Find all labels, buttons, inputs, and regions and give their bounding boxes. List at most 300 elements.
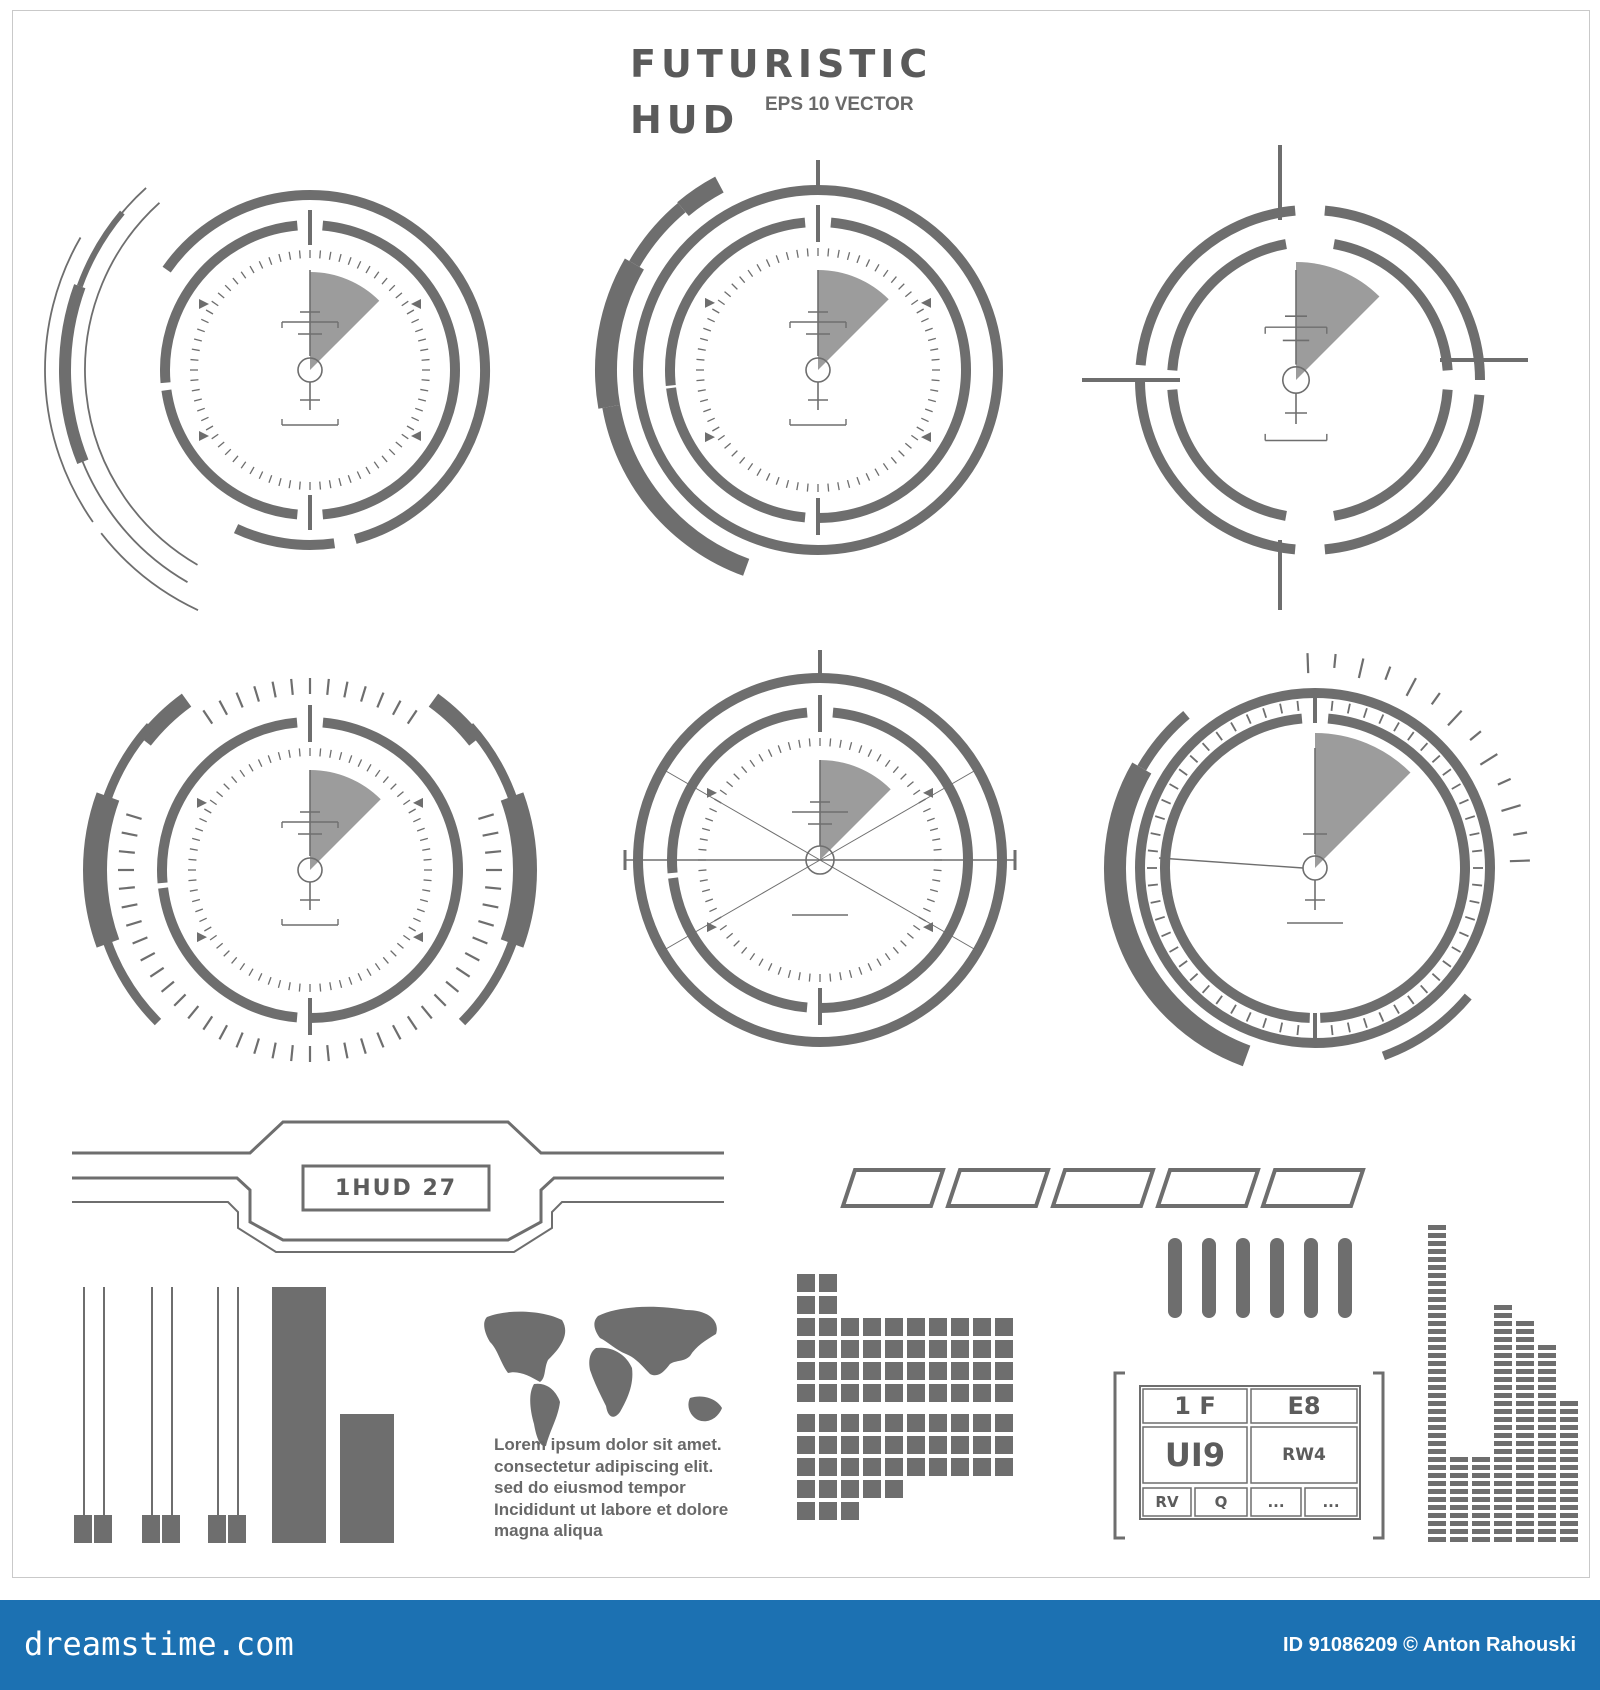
dial-tick: [197, 329, 205, 332]
grid-block: [841, 1502, 859, 1520]
dial-tick: [1443, 961, 1451, 967]
dial-tick: [357, 472, 360, 479]
equalizer-segment: [1428, 1449, 1446, 1454]
dial-tick: [422, 849, 430, 850]
dial-tick: [240, 963, 245, 970]
dial-tick: [1408, 996, 1414, 1004]
dial-tick: [725, 292, 731, 297]
grid-block: [995, 1340, 1013, 1358]
dial-tick: [232, 777, 237, 783]
inner-ring-arc: [162, 723, 297, 883]
equalizer-segment: [1494, 1353, 1512, 1358]
equalizer-segment: [1560, 1497, 1578, 1502]
dial-tick: [776, 477, 779, 485]
scale-tick: [1432, 693, 1440, 704]
dial-tick: [409, 927, 416, 931]
equalizer-segment: [1428, 1481, 1446, 1486]
dial-tick: [1247, 1012, 1251, 1021]
outer-bracket-arc: [606, 264, 634, 407]
dial-tick: [278, 752, 280, 760]
grid-block: [951, 1384, 969, 1402]
dial-tick: [1148, 850, 1158, 851]
dial-tick: [830, 738, 831, 746]
grid-block: [929, 1458, 947, 1476]
dial-tick: [320, 748, 321, 756]
dial-tick: [485, 851, 501, 853]
dial-tick: [907, 782, 913, 787]
dial-tick: [393, 701, 401, 715]
equalizer-segment: [1516, 1361, 1534, 1366]
equalizer-segment: [1538, 1377, 1556, 1382]
equalizer-segment: [1428, 1489, 1446, 1494]
equalizer-segment: [1428, 1257, 1446, 1262]
scale-tick: [1359, 659, 1363, 678]
dial-tick: [289, 750, 290, 758]
dial-tick: [921, 318, 928, 321]
footer-brand[interactable]: dreamstime.com: [24, 1625, 294, 1663]
grid-block: [885, 1340, 903, 1358]
equalizer-segment: [1428, 1329, 1446, 1334]
world-map-icon: [484, 1307, 722, 1446]
equalizer-segment: [1450, 1513, 1468, 1518]
equalizer-segment: [1450, 1521, 1468, 1526]
hud-dial-5: [625, 650, 1015, 1042]
dial-tick: [289, 252, 290, 260]
equalizer-segment: [1516, 1473, 1534, 1478]
parallelogram-box: [1263, 1170, 1363, 1206]
equalizer-segment: [1538, 1489, 1556, 1494]
equalizer-segment: [1494, 1417, 1512, 1422]
parallelogram-box: [1158, 1170, 1258, 1206]
equalizer-segment: [1494, 1473, 1512, 1478]
dial-tick: [233, 456, 238, 462]
scale-tick: [1470, 731, 1481, 740]
scale-tick: [1385, 667, 1390, 680]
dial-tick: [725, 443, 731, 448]
equalizer-segment: [1494, 1345, 1512, 1350]
dial-tick: [418, 339, 426, 341]
dial-tick: [361, 1038, 366, 1053]
equalizer-segment: [1516, 1345, 1534, 1350]
equalizer-segment: [1428, 1361, 1446, 1366]
dial-tick: [413, 818, 420, 821]
equalizer-segment: [1516, 1489, 1534, 1494]
dial-tick: [911, 435, 918, 440]
dial-tick: [327, 1045, 329, 1061]
info-line: Incididunt ut labore et dolore: [494, 1499, 729, 1519]
grid-block: [863, 1340, 881, 1358]
dial-tick: [720, 790, 727, 795]
dial-tick: [456, 968, 469, 977]
dial-tick: [269, 257, 272, 265]
dial-tick: [1190, 974, 1197, 981]
equalizer-segment: [1538, 1433, 1556, 1438]
dial-tick: [219, 701, 227, 715]
equalizer-segment: [1516, 1329, 1534, 1334]
equalizer-segment: [1516, 1497, 1534, 1502]
equalizer-segment: [1538, 1473, 1556, 1478]
dial-tick: [1421, 743, 1428, 750]
equalizer-segment: [1472, 1489, 1490, 1494]
dial-tick: [927, 818, 935, 821]
equalizer-segment: [1450, 1489, 1468, 1494]
equalizer-segment: [1428, 1337, 1446, 1342]
pill-bar: [1202, 1238, 1216, 1318]
equalizer-segment: [1428, 1273, 1446, 1278]
equalizer-segment: [1494, 1321, 1512, 1326]
dial-tick: [1408, 732, 1414, 740]
dial-tick: [217, 792, 223, 797]
dial-tick: [212, 301, 219, 306]
dial-tick: [778, 967, 781, 975]
dial-tick: [407, 426, 414, 430]
dial-tick: [696, 359, 704, 360]
dial-tick: [192, 838, 200, 840]
dial-tick: [420, 838, 428, 840]
equalizer-segment: [1428, 1377, 1446, 1382]
equalizer-segment: [1428, 1225, 1446, 1230]
equalizer-segment: [1428, 1345, 1446, 1350]
bar-block: [142, 1515, 160, 1543]
equalizer-segment: [1428, 1353, 1446, 1358]
radar-sector: [818, 270, 889, 370]
dial-tick: [201, 319, 208, 322]
equalizer-segment: [1494, 1401, 1512, 1406]
dial-tick: [408, 1016, 417, 1029]
equalizer-segment: [1516, 1385, 1534, 1390]
dial-tick: [885, 953, 890, 960]
equalizer-segment: [1428, 1321, 1446, 1326]
dial-tick: [1151, 901, 1161, 903]
dial-tick: [930, 390, 938, 391]
dial-tick: [249, 969, 253, 976]
equalizer-segment: [1472, 1505, 1490, 1510]
dial-tick: [934, 870, 942, 871]
dial-tick: [866, 473, 869, 480]
equalizer-segment: [1494, 1409, 1512, 1414]
equalizer-segment: [1538, 1369, 1556, 1374]
dial-tick: [289, 982, 290, 990]
grid-block: [819, 1318, 837, 1336]
dial-tick: [883, 463, 888, 470]
dial-tick: [408, 710, 417, 723]
dial-tick: [273, 682, 276, 698]
equalizer-segment: [1516, 1441, 1534, 1446]
equalizer-segment: [1494, 1505, 1512, 1510]
dial-tick: [119, 887, 135, 889]
equalizer-segment: [1472, 1465, 1490, 1470]
dial-tick: [1216, 996, 1222, 1004]
dial-tick: [199, 918, 206, 921]
dial-tick: [259, 472, 262, 479]
bar-block: [208, 1515, 226, 1543]
grid-block: [863, 1362, 881, 1380]
dial-tick: [366, 266, 370, 273]
dial-tick: [1155, 816, 1165, 819]
equalizer-segment: [1538, 1417, 1556, 1422]
pill-bar: [1270, 1238, 1284, 1318]
dial-tick: [374, 272, 379, 279]
equalizer-segment: [1494, 1441, 1512, 1446]
dial-tick: [1332, 701, 1333, 711]
grid-block: [995, 1318, 1013, 1336]
dial-tick: [718, 435, 725, 440]
dial-tick: [122, 833, 138, 836]
dial-tick: [279, 478, 281, 486]
equalizer-segment: [1538, 1497, 1556, 1502]
dial-tick: [417, 828, 425, 831]
equalizer-segment: [1560, 1425, 1578, 1430]
dial-tick: [1297, 701, 1298, 711]
page-subtitle: EPS 10 VECTOR: [765, 94, 914, 115]
grid-block: [951, 1436, 969, 1454]
dial-tick: [928, 338, 936, 340]
dial-tick: [718, 300, 725, 305]
scale-tick: [1407, 678, 1416, 696]
equalizer-segment: [1450, 1481, 1468, 1486]
dial-tick: [830, 974, 831, 982]
bar-chart-left: [74, 1287, 394, 1543]
dial-tick: [204, 927, 211, 931]
equalizer-segment: [1560, 1409, 1578, 1414]
status-cell: RV: [1155, 1493, 1179, 1511]
equalizer-segment: [1516, 1337, 1534, 1342]
dial-tick: [1348, 1023, 1350, 1033]
grid-block: [907, 1362, 925, 1380]
dial-tick: [320, 250, 321, 258]
dial-tick: [1394, 723, 1399, 732]
dial-marker: [707, 788, 717, 798]
scale-tick: [1448, 711, 1462, 726]
dial-tick: [838, 250, 839, 258]
dial-tick: [424, 859, 432, 860]
equalizer-segment: [1450, 1465, 1468, 1470]
equalizer-segment: [1494, 1385, 1512, 1390]
bar-block: [162, 1515, 180, 1543]
dial-tick: [190, 360, 198, 361]
dial-tick: [913, 925, 920, 930]
equalizer-segment: [1494, 1537, 1512, 1542]
dial-tick: [917, 309, 924, 313]
equalizer-segment: [1516, 1377, 1534, 1382]
equalizer-segment: [1538, 1465, 1556, 1470]
dial-tick: [327, 679, 329, 695]
radar-sector: [310, 770, 381, 870]
equalizer-segment: [1516, 1465, 1534, 1470]
dial-tick: [850, 970, 852, 978]
dial-tick: [740, 277, 745, 283]
grid-block: [797, 1274, 815, 1292]
dial-tick: [218, 293, 224, 298]
dial-tick: [797, 482, 798, 490]
dial-tick: [809, 738, 810, 746]
dial-tick: [268, 755, 271, 763]
dial-tick: [1432, 756, 1439, 763]
dial-tick: [923, 908, 930, 911]
dial-tick: [391, 784, 397, 790]
dial-tick: [344, 682, 347, 698]
parallelogram-box: [843, 1170, 943, 1206]
dial-tick: [1472, 850, 1482, 851]
scale-tick: [1498, 779, 1511, 785]
dial-tick: [698, 349, 706, 350]
dial-tick: [1170, 947, 1179, 952]
grid-block: [841, 1436, 859, 1454]
dial-tick: [1179, 769, 1187, 775]
equalizer-segment: [1472, 1529, 1490, 1534]
dial-tick: [1459, 932, 1468, 936]
grid-block: [973, 1458, 991, 1476]
equalizer-segment: [1472, 1473, 1490, 1478]
dial-tick: [126, 814, 141, 819]
dial-tick: [707, 418, 714, 421]
dial-tick: [850, 742, 852, 750]
equalizer-segment: [1538, 1441, 1556, 1446]
grid-block: [863, 1414, 881, 1432]
dial-tick: [712, 309, 719, 313]
equalizer-segment: [1516, 1505, 1534, 1510]
outer-bracket-arc: [95, 796, 108, 943]
dial-tick: [877, 754, 881, 761]
equalizer-segment: [1450, 1457, 1468, 1462]
outer-ring-arc: [236, 529, 334, 545]
equalizer-segment: [1428, 1369, 1446, 1374]
grid-block: [907, 1436, 925, 1454]
dial-tick: [201, 417, 208, 420]
inner-ring-arc: [818, 223, 966, 518]
scale-tick: [1307, 653, 1308, 673]
dial-tick: [720, 925, 727, 930]
dial-tick: [361, 686, 366, 701]
dial-tick: [732, 451, 738, 457]
equalizer-segment: [1428, 1457, 1446, 1462]
dial-tick: [192, 349, 200, 350]
equalizer-segment: [1494, 1377, 1512, 1382]
grid-block: [929, 1318, 947, 1336]
equalizer-segment: [1428, 1289, 1446, 1294]
dial-tick: [383, 777, 388, 783]
dial-tick: [339, 478, 341, 486]
equalizer-segment: [1538, 1457, 1556, 1462]
dial-tick: [224, 784, 230, 790]
info-line: consectetur adipiscing elit.: [494, 1456, 714, 1476]
hud-dial-3: [1082, 145, 1528, 610]
equalizer-segment: [1560, 1489, 1578, 1494]
dial-tick: [377, 693, 383, 708]
dial-tick: [705, 818, 713, 821]
page-title: [630, 36, 932, 148]
dial-marker: [921, 432, 931, 442]
dial-tick: [1280, 1023, 1282, 1033]
equalizer-segment: [1538, 1505, 1556, 1510]
info-text-block: [494, 1434, 824, 1542]
dial-tick: [1162, 932, 1171, 936]
dial-marker: [923, 788, 933, 798]
dial-tick: [232, 957, 237, 963]
dial-tick: [291, 679, 293, 695]
dial-tick: [415, 329, 423, 332]
dial-tick: [210, 800, 217, 805]
outer-ring-arc: [167, 195, 485, 539]
dial-tick: [194, 399, 202, 401]
dial-tick: [418, 399, 426, 401]
dial-tick: [768, 749, 771, 756]
equalizer-segment: [1494, 1465, 1512, 1470]
dial-tick: [921, 418, 928, 421]
equalizer-segment: [1428, 1249, 1446, 1254]
info-line: Lorem ipsum dolor sit amet.: [494, 1435, 722, 1454]
equalizer-segment: [1560, 1473, 1578, 1478]
pill-bar: [1338, 1238, 1352, 1318]
dial-tick: [348, 475, 351, 483]
dial-marker: [411, 431, 421, 441]
dial-tick: [250, 266, 254, 273]
dial-tick: [259, 261, 262, 268]
grid-block: [995, 1384, 1013, 1402]
dial-tick: [422, 380, 430, 381]
dial-tick: [300, 482, 301, 490]
grid-block: [863, 1480, 881, 1498]
dial-tick: [407, 310, 414, 314]
dial-tick: [377, 1033, 383, 1048]
dial-marker: [705, 432, 715, 442]
dial-tick: [420, 900, 428, 902]
dial-tick: [703, 409, 711, 412]
grid-block: [907, 1414, 925, 1432]
dial-marker: [199, 431, 209, 441]
dial-tick: [258, 759, 261, 766]
inner-ring-arc: [310, 723, 458, 1018]
parallelogram-box: [948, 1170, 1048, 1206]
hud-tag-label: 1HUD 27: [334, 1175, 458, 1201]
dial-tick: [258, 973, 261, 980]
dial-tick: [340, 980, 342, 988]
equalizer-segment: [1516, 1401, 1534, 1406]
dial-tick: [809, 974, 810, 982]
dial-tick: [709, 908, 716, 911]
equalizer-segment: [1560, 1537, 1578, 1542]
outer-bracket-arc: [80, 213, 123, 287]
dial-tick: [273, 1043, 276, 1059]
dial-tick: [1459, 800, 1468, 804]
dial-tick: [465, 953, 479, 961]
dial-tick: [1465, 917, 1475, 920]
equalizer-segment: [1516, 1521, 1534, 1526]
equalizer-segment: [1494, 1489, 1512, 1494]
dial-tick: [748, 270, 753, 277]
dial-marker: [707, 922, 717, 932]
equalizer-segment: [1538, 1529, 1556, 1534]
dial-tick: [885, 760, 890, 767]
dial-tick: [330, 750, 331, 758]
equalizer-segment: [1494, 1481, 1512, 1486]
dial-tick: [857, 255, 860, 263]
equalizer-segment: [1516, 1321, 1534, 1326]
grid-block: [819, 1362, 837, 1380]
dial-tick: [320, 984, 321, 992]
equalizer-segment: [1516, 1481, 1534, 1486]
bar-block: [340, 1414, 394, 1543]
dial-tick: [382, 456, 387, 462]
dial-tick: [197, 408, 205, 411]
dial-tick: [349, 977, 352, 985]
equalizer-segment: [1472, 1457, 1490, 1462]
dial-tick: [799, 972, 800, 980]
equalizer-segment: [1560, 1433, 1578, 1438]
dial-tick: [1216, 732, 1222, 740]
grid-block: [951, 1414, 969, 1432]
scale-tick: [1480, 754, 1497, 765]
